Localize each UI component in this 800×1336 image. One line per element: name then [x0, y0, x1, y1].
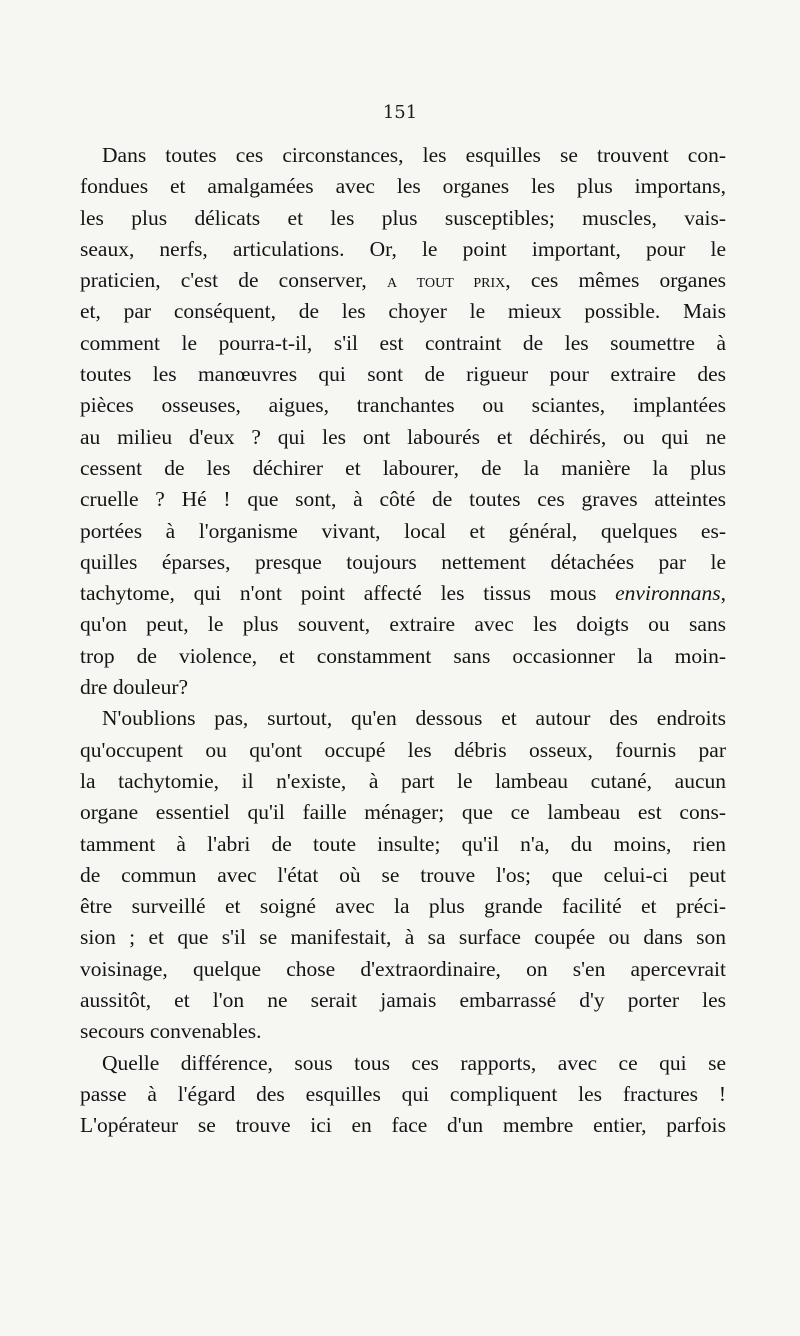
text-line: [80, 171, 726, 202]
page-number: 151: [382, 102, 418, 123]
text-line: [80, 422, 726, 453]
text-line: [80, 390, 726, 421]
text-line: [80, 766, 726, 797]
line-text: trop de violence, et constamment sans occasionner la moin-: [80, 643, 726, 668]
text-line: [80, 891, 726, 922]
text-line: [80, 1110, 726, 1141]
line-text: les plus délicats et les plus susceptibles; muscles, vais-: [80, 205, 726, 230]
text-line: [80, 860, 726, 891]
text-line: [80, 609, 726, 640]
text-line: [80, 829, 726, 860]
text-line: [80, 453, 726, 484]
line-text: toutes les manœuvres qui sont de rigueur pour extraire des: [80, 362, 726, 387]
line-text: Dans toutes ces circonstances, les esquilles se trouvent con-: [102, 143, 726, 167]
italic-text: environnans: [615, 581, 721, 606]
line-text: la tachytomie, il n'existe, à part le lambeau cutané, aucun: [80, 768, 726, 793]
line-text: seaux, nerfs, articulations. Or, le point important, pour le: [80, 236, 726, 261]
line-text: fondues et amalgamées avec les organes les plus importans,: [80, 174, 726, 199]
text-line: [80, 516, 726, 547]
text-line: [80, 296, 726, 327]
text-line: [80, 265, 726, 296]
text-line: [80, 985, 726, 1016]
line-text: sion ; et que s'il se manifestait, à sa surface coupée ou dans son: [80, 925, 726, 950]
text-line: [80, 203, 726, 234]
line-text: praticien, c'est de conserver,: [80, 268, 387, 293]
line-text: , ces mêmes organes: [505, 268, 726, 293]
line-text: Quelle différence, sous tous ces rapports, avec ce qui se: [102, 1050, 726, 1075]
line-text: de commun avec l'état où se trouve l'os; que celui-ci peut: [80, 862, 726, 887]
line-text: dre douleur?: [80, 675, 189, 700]
line-text: passe à l'égard des esquilles qui compliquent les fractures !: [80, 1081, 726, 1106]
line-text: tamment à l'abri de toute insulte; qu'il n'a, du moins, rien: [80, 831, 726, 856]
line-text: portées à l'organisme vivant, local et général, quelques es-: [80, 518, 726, 543]
text-line: [80, 1016, 726, 1047]
text-line: [80, 735, 726, 766]
text-line: [80, 359, 726, 390]
text-line: [80, 547, 726, 578]
line-text: comment le pourra-t-il, s'il est contraint de les soumettre à: [80, 330, 726, 355]
text-line: [80, 797, 726, 828]
body-text: [80, 140, 726, 1142]
line-text: cruelle ? Hé ! que sont, à côté de toutes ces graves atteintes: [80, 487, 726, 512]
line-text: et, par conséquent, de les choyer le mieux possible. Mais: [80, 299, 726, 324]
text-line: [80, 922, 726, 953]
line-text: L'opérateur se trouve ici en face d'un membre entier, parfois: [80, 1113, 726, 1138]
text-line: [80, 484, 726, 515]
line-text: secours convenables.: [80, 1019, 262, 1044]
line-text: être surveillé et soigné avec la plus grande facilité et préci-: [80, 894, 726, 919]
text-line: [80, 578, 726, 609]
text-line: [80, 672, 726, 703]
text-line: [80, 1048, 726, 1079]
line-text: pièces osseuses, aigues, tranchantes ou sciantes, implantées: [80, 393, 726, 418]
line-text: aussitôt, et l'on ne serait jamais embarrassé d'y porter les: [80, 988, 726, 1013]
line-text: qu'occupent ou qu'ont occupé les débris osseux, fournis par: [80, 737, 726, 762]
line-text: voisinage, quelque chose d'extraordinaire, on s'en apercevrait: [80, 956, 726, 981]
text-line: [80, 1079, 726, 1110]
text-line: [80, 703, 726, 734]
line-text: ,: [720, 581, 726, 606]
text-line: [80, 954, 726, 985]
text-line: [80, 328, 726, 359]
text-line: [80, 234, 726, 265]
text-line: [80, 641, 726, 672]
text-line: [80, 140, 726, 171]
line-text: cessent de les déchirer et labourer, de la manière la plus: [80, 455, 726, 480]
line-text: N'oublions pas, surtout, qu'en dessous et autour des endroits: [102, 706, 726, 731]
line-text: organe essentiel qu'il faille ménager; que ce lambeau est cons-: [80, 800, 726, 825]
line-text: tachytome, qui n'ont point affecté les tissus mous: [80, 581, 616, 606]
line-text: qu'on peut, le plus souvent, extraire avec les doigts ou sans: [80, 612, 726, 637]
line-text: au milieu d'eux ? qui les ont labourés et déchirés, ou qui ne: [80, 424, 726, 449]
line-text: quilles éparses, presque toujours nettement détachées par le: [80, 549, 726, 574]
small-caps-text: a tout prix: [386, 271, 506, 293]
